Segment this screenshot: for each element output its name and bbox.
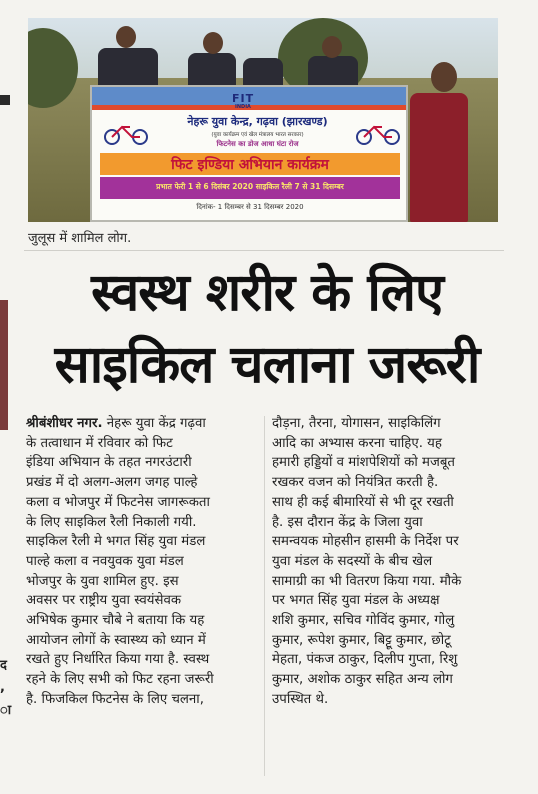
article-line: युवा मंडल के सदस्यों के बीच खेल <box>272 553 433 569</box>
article-line: आयोजन लोगों के स्वास्थ्य को ध्यान में <box>26 632 206 648</box>
banner-subtitle: (युवा कार्यक्रम एवं खेल मंत्रालय भारत सरकार) <box>211 132 304 138</box>
caption-divider <box>24 250 504 251</box>
adjacent-article-edge <box>0 0 14 794</box>
banner-main-heading: फिट इण्डिया अभियान कार्यक्रम <box>171 157 329 173</box>
article-line: पाल्हे कला व नवयुवक युवा मंडल <box>26 553 184 569</box>
dateline: श्रीबंशीधर नगर. <box>26 416 103 431</box>
article-line: प्रखंड में दो अलग-अलग जगह पाल्हे <box>26 475 198 491</box>
article-line: है. इस दौरान केंद्र के जिला युवा <box>272 514 423 530</box>
article-line: दौड़ना, तैरना, योगासन, साइकिलिंग <box>272 416 441 431</box>
article-line: के लिए साइकिल रैली निकाली गयी. <box>26 514 197 530</box>
photo-caption: जुलूस में शामिल लोग. <box>28 231 132 246</box>
headline-line-2: साइकिल चलाना जरूरी <box>54 335 480 395</box>
article-line: कला व भोजपुर में फिटनेस जागरूकता <box>26 494 210 510</box>
photo-person <box>410 93 468 222</box>
photo-person-head <box>203 32 223 54</box>
edge-text: , <box>0 680 5 695</box>
article-line <box>26 414 256 434</box>
article-line: भोजपुर के युवा शामिल हुए. इस <box>26 573 179 589</box>
article-line: इंडिया अभियान के तहत नगरउंटारी <box>26 455 192 471</box>
article-line: सामाग्री का भी वितरण किया गया. मौके <box>272 573 462 589</box>
banner-tagline: फिटनेस का डोज आधा घंटा रोज <box>216 140 299 148</box>
article-line: आदि का अभ्यास करना चाहिए. यह <box>272 435 442 451</box>
article-line: अवसर पर राष्ट्रीय युवा स्वयंसेवक <box>26 593 182 609</box>
article-column-right <box>272 414 510 710</box>
edge-mark <box>0 95 10 105</box>
article-line: समन्वयक मोहसीन हासमी के निर्देश पर <box>272 534 459 550</box>
edge-text: द <box>0 658 7 673</box>
article-line: रखते हुए निर्धारित किया गया है. स्वस्थ <box>26 652 210 668</box>
fit-india-banner <box>90 85 408 222</box>
edge-photo-fragment <box>0 300 8 430</box>
article-line: साथ ही कई बीमारियों से भी दूर रखती <box>272 494 454 510</box>
photo-person-head <box>116 26 136 48</box>
news-photo <box>28 18 498 222</box>
article-line: साइकिल रैली मे भगत सिंह युवा मंडल <box>26 534 206 550</box>
article-line: रहने के लिए सभी को फिट रहना जरूरी <box>26 672 214 688</box>
article-line: है. फिजकिल फिटनेस के लिए चलना, <box>26 691 204 707</box>
article-line: कुमार, अशोक ठाकुर सहित अन्य लोग <box>272 672 453 688</box>
photo-person-head <box>322 36 342 58</box>
article-line: अभिषेक कुमार चौबे ने बताया कि यह <box>26 613 205 629</box>
article-line: हमारी हड्डियों व मांशपेशियों को मजबूत <box>272 455 456 471</box>
article-line: पर भगत सिंह युवा मंडल के अध्यक्ष <box>272 593 440 609</box>
article-line: शशि कुमार, सचिव गोविंद कुमार, गोलु <box>272 613 455 629</box>
article-line: रखकर वजन को नियंत्रित करती है. <box>272 475 439 491</box>
banner-dates: प्रभात फेरी 1 से 6 दिसंबर 2020 साइकिल रैली 7 से 31 दिसम्बर <box>156 182 344 191</box>
article-line: कुमार, रूपेश कुमार, बिट्टू कुमार, छोटू <box>272 632 451 648</box>
banner-title: नेहरू युवा केन्द्र, गढ़वा (झारखण्ड) <box>187 115 328 128</box>
article-column-left <box>26 414 256 710</box>
article-line: उपस्थित थे. <box>272 691 329 707</box>
article-line: के तत्वाधान में रविवार को फिट <box>26 435 173 451</box>
article-line: मेहता, पंकज ठाकुर, दिलीप गुप्ता, रिशु <box>272 652 458 668</box>
photo-person-head <box>431 62 457 92</box>
fit-india-logo-sub: INDIA <box>235 104 251 110</box>
headline-line-1: स्वस्थ शरीर के लिए <box>91 263 443 323</box>
fit-india-logo: FIT <box>232 92 255 105</box>
banner-date-note: दिनांक- 1 दिसम्बर से 31 दिसम्बर 2020 <box>196 203 304 211</box>
edge-text: ा <box>0 703 12 718</box>
column-rule <box>264 416 265 776</box>
cycle-icon <box>102 121 150 145</box>
article-text: नेहरू युवा केंद्र गढ़वा <box>106 416 206 431</box>
